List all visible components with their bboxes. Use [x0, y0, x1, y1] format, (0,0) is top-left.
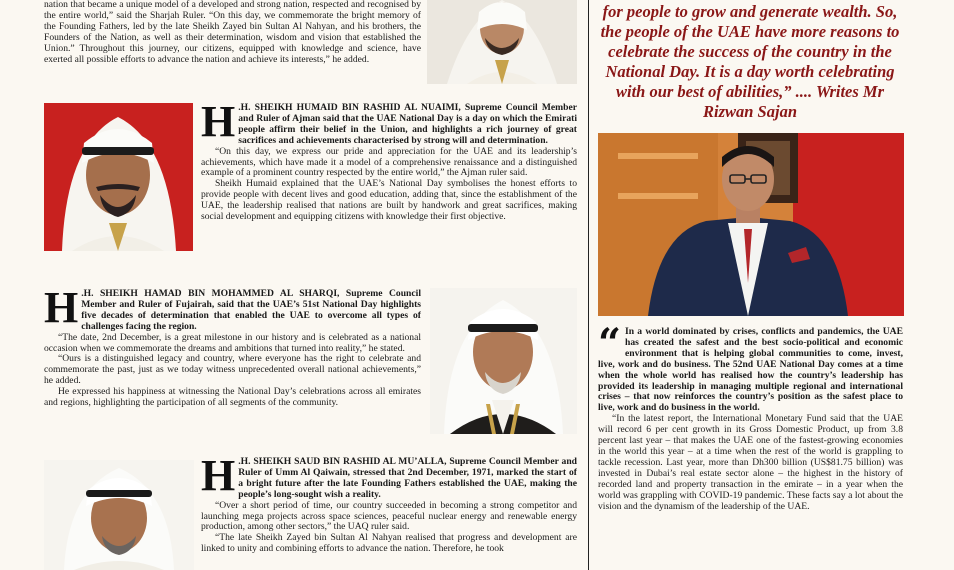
sharjah-ruler-photo — [427, 0, 577, 84]
article-rizwan-paragraph: “In the latest report, the International Monetary Fund said that the UAE will record 6 per cent growth in its Gross Domestic Product, up from 3.8 percent last year – that makes the UAE one of the fastest-growing economies in the world this year – at a time when the rest of the world is grappling to tackle recession. Last year, more than Dh300 billion (US$81.75 billion) was invested in Dubai’s real estate sector alone – the highest in the history of recorded land and property transaction in the emirate – in a year when the world was grappling with COVID-19 pandemic. These facts say a lot about the vision and the dynamism of the leadership of the UAE. — [598, 413, 903, 512]
article-fujairah — [44, 289, 421, 444]
article-fujairah-paragraph: “Ours is a distinguished legacy and country, where everyone has the right to celebrate and commemorate the past, just as we today witness unprecedented overall national achievements,” he added. — [44, 353, 421, 387]
article-fujairah-lead: .H. SHEIKH HAMAD BIN MOHAMMED AL SHARQI, Supreme Council Member and Ruler of Fujairah, said that the UAE’s 51st National Day highlights five decades of determination that enabled the UAE to overcome all types of challenges facing the region. — [81, 289, 421, 332]
article-rizwan-sajan — [598, 327, 903, 570]
article-ajman-paragraph: “On this day, we express our pride and appreciation for the UAE and its leadership’s achievements, which have made it a model of a comprehensive renaissance and a distinguished example of a prominent country respected by the entire world,” the Ajman ruler said. — [201, 145, 577, 179]
article-uaq — [201, 457, 577, 570]
article-ajman-paragraph: Sheikh Humaid explained that the UAE’s National Day symbolises the honest efforts to provide people with decent lives and good education, adding that, since the establishment of the UAE, the leadership realised that nations are built by handwork and great sacrifices, making social development and equipping citizens with knowledge their first objective. — [201, 178, 577, 223]
dropcap: H — [201, 103, 236, 146]
article-uaq-lead: .H. SHEIKH SAUD BIN RASHID AL MU’ALLA, Supreme Council Member and Ruler of Umm Al Qaiwain, stressed that 2nd December, 1971, marked the start of a bright future after the late Founding Fathers established the UAE, making the people’s long-sought wish a reality. — [238, 457, 577, 500]
article-ajman — [201, 103, 577, 273]
article-rizwan-intro: In a world dominated by crises, conflicts and pandemics, the UAE has created the safest and the best socio-political and economic environment that is helping global communities to come, invest, live, work and do business. The 52nd UAE National Day comes at a time when the whole world has realised how the country’s leadership has provided its leadership in managing multiple regional and international crises – that now reinforces the country’s position as the safest place to live, work and do business in the world. — [598, 327, 903, 414]
dropcap: H — [201, 457, 236, 500]
article-ajman-lead: .H. SHEIKH HUMAID BIN RASHID AL NUAIMI, Supreme Council Member and Ruler of Ajman said that the UAE National Day is a day on which the Emirati people affirm their belief in the Union, and highlights a rich journey of great sacrifices and achievements characterised by strong will and determination. — [238, 103, 577, 146]
article-uaq-paragraph: “The late Sheikh Zayed bin Sultan Al Nahyan realised that progress and development are linked to unity and combining efforts to advance the nation. Therefore, he took — [201, 532, 577, 555]
pull-quote-text: for people to grow and generate wealth. So, the people of the UAE have more reasons to celebrate the success of the country in the National Day. It is a day worth celebrating with our best of abilities,” .... Writes Mr Rizwan Sajan — [600, 2, 900, 121]
article-sharjah-text: nation that became a unique model of a developed and strong nation, respected and recognised by the entire world,” said the Sharjah Ruler. “On this day, we commemorate the bright memory of the Founding Fathers, led by the late Sheikh Zayed bin Sultan Al Nahyan, and his brothers, the Founders of the Nation, as well as their determination, wisdom and vision that established the Union.” Throughout this journey, our citizens, equipped with knowledge and science, have exerted all possible efforts to advance the nation and achieve its interests,” he added. — [44, 0, 421, 65]
article-fujairah-paragraph: He expressed his happiness at witnessing the National Day’s celebrations across all emirates and regions, highlighting the participation of all segments of the community. — [44, 386, 421, 409]
column-divider — [588, 0, 589, 570]
article-sharjah-continued — [44, 0, 421, 94]
ajman-ruler-photo — [44, 103, 193, 251]
uaq-ruler-photo — [44, 460, 194, 570]
quote-mark-icon: “ — [598, 327, 622, 367]
article-uaq-paragraph: “Over a short period of time, our country succeeded in becoming a strong competitor and launching mega projects across space sciences, peaceful nuclear energy and renewable energy production, among other sectors,” the UAQ ruler said. — [201, 499, 577, 533]
rizwan-sajan-photo — [598, 133, 904, 316]
fujairah-ruler-photo — [430, 288, 577, 434]
dropcap: H — [44, 289, 79, 332]
article-fujairah-paragraph: “The date, 2nd December, is a great milestone in our history and is celebrated as a national occasion when we commemorate the dreams and ambitions that turned into reality,” he stated. — [44, 331, 421, 354]
pull-quote — [597, 2, 903, 122]
